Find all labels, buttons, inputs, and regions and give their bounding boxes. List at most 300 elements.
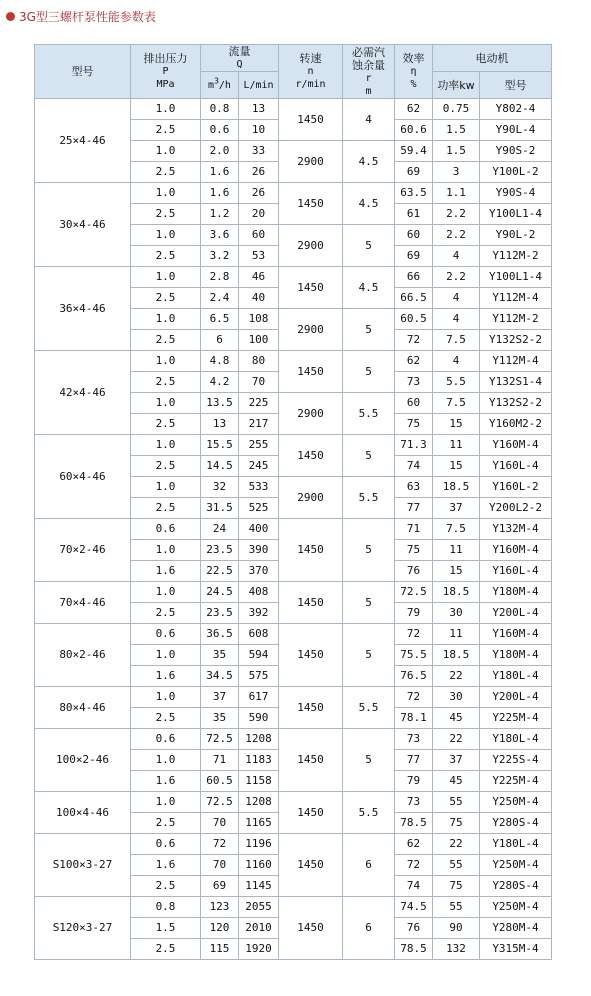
flow-m3h-cell: 72 — [201, 834, 239, 855]
flow-m3h-cell: 69 — [201, 876, 239, 897]
flow-lmin-cell: 60 — [239, 225, 279, 246]
motor-power-cell: 2.2 — [433, 267, 480, 288]
npsh-cell: 5.5 — [343, 687, 395, 729]
flow-lmin-cell: 1920 — [239, 939, 279, 960]
flow-lmin-cell: 100 — [239, 330, 279, 351]
motor-power-cell: 45 — [433, 708, 480, 729]
motor-model-cell: Y200L2-2 — [480, 498, 552, 519]
flow-lmin-cell: 608 — [239, 624, 279, 645]
pressure-cell: 1.0 — [131, 141, 201, 162]
flow-m3h-cell: 70 — [201, 855, 239, 876]
motor-power-cell: 2.2 — [433, 204, 480, 225]
model-cell: 30×4-46 — [35, 183, 131, 267]
motor-model-cell: Y160M2-2 — [480, 414, 552, 435]
table-row — [35, 582, 552, 603]
header-npsh: 必需汽蚀余量 r m — [343, 45, 395, 99]
flow-m3h-cell: 23.5 — [201, 540, 239, 561]
model-cell: 42×4-46 — [35, 351, 131, 435]
table-row — [35, 792, 552, 813]
table-row — [35, 351, 552, 372]
pressure-cell: 1.6 — [131, 561, 201, 582]
motor-power-cell: 18.5 — [433, 582, 480, 603]
motor-power-cell: 7.5 — [433, 519, 480, 540]
motor-model-cell: Y180M-4 — [480, 582, 552, 603]
efficiency-cell: 74 — [395, 876, 433, 897]
npsh-cell: 5 — [343, 624, 395, 687]
pressure-cell: 1.0 — [131, 225, 201, 246]
flow-lmin-cell: 1208 — [239, 729, 279, 750]
pressure-cell: 1.6 — [131, 855, 201, 876]
motor-power-cell: 75 — [433, 813, 480, 834]
efficiency-cell: 75.5 — [395, 645, 433, 666]
efficiency-cell: 72 — [395, 855, 433, 876]
flow-m3h-cell: 37 — [201, 687, 239, 708]
flow-m3h-cell: 3.2 — [201, 246, 239, 267]
efficiency-cell: 76 — [395, 561, 433, 582]
table-row — [35, 267, 552, 288]
table-body — [35, 99, 552, 960]
flow-lmin-cell: 2055 — [239, 897, 279, 918]
flow-lmin-cell: 13 — [239, 99, 279, 120]
motor-power-cell: 15 — [433, 456, 480, 477]
motor-model-cell: Y160M-4 — [480, 540, 552, 561]
motor-power-cell: 90 — [433, 918, 480, 939]
model-cell: 25×4-46 — [35, 99, 131, 183]
efficiency-cell: 72 — [395, 687, 433, 708]
flow-m3h-cell: 6.5 — [201, 309, 239, 330]
flow-m3h-cell: 123 — [201, 897, 239, 918]
motor-model-cell: Y180L-4 — [480, 729, 552, 750]
flow-lmin-cell: 1158 — [239, 771, 279, 792]
motor-model-cell: Y250M-4 — [480, 792, 552, 813]
motor-power-cell: 1.5 — [433, 120, 480, 141]
pressure-cell: 1.0 — [131, 792, 201, 813]
flow-lmin-cell: 575 — [239, 666, 279, 687]
npsh-cell: 5 — [343, 729, 395, 792]
motor-power-cell: 55 — [433, 792, 480, 813]
motor-model-cell: Y112M-2 — [480, 309, 552, 330]
flow-m3h-cell: 1.6 — [201, 162, 239, 183]
motor-model-cell: Y225M-4 — [480, 771, 552, 792]
flow-m3h-cell: 14.5 — [201, 456, 239, 477]
model-cell: 36×4-46 — [35, 267, 131, 351]
motor-model-cell: Y160M-4 — [480, 624, 552, 645]
flow-lmin-cell: 26 — [239, 162, 279, 183]
npsh-cell: 5 — [343, 309, 395, 351]
model-cell: 80×4-46 — [35, 687, 131, 729]
flow-m3h-cell: 72.5 — [201, 729, 239, 750]
motor-power-cell: 4 — [433, 351, 480, 372]
npsh-cell: 5 — [343, 582, 395, 624]
motor-power-cell: 18.5 — [433, 645, 480, 666]
motor-power-cell: 7.5 — [433, 393, 480, 414]
speed-cell: 1450 — [279, 792, 343, 834]
pressure-cell: 2.5 — [131, 204, 201, 225]
flow-m3h-cell: 24.5 — [201, 582, 239, 603]
pressure-cell: 1.0 — [131, 351, 201, 372]
efficiency-cell: 78.1 — [395, 708, 433, 729]
pressure-cell: 1.6 — [131, 666, 201, 687]
speed-cell: 1450 — [279, 99, 343, 141]
efficiency-cell: 60 — [395, 225, 433, 246]
npsh-cell: 4.5 — [343, 267, 395, 309]
motor-model-cell: Y280S-4 — [480, 876, 552, 897]
flow-m3h-cell: 0.6 — [201, 120, 239, 141]
flow-lmin-cell: 108 — [239, 309, 279, 330]
speed-cell: 1450 — [279, 435, 343, 477]
pressure-cell: 0.6 — [131, 834, 201, 855]
motor-power-cell: 37 — [433, 498, 480, 519]
flow-m3h-cell: 70 — [201, 813, 239, 834]
table-row — [35, 519, 552, 540]
efficiency-cell: 79 — [395, 771, 433, 792]
flow-m3h-cell: 71 — [201, 750, 239, 771]
speed-cell: 1450 — [279, 897, 343, 960]
motor-model-cell: Y90L-2 — [480, 225, 552, 246]
motor-power-cell: 4 — [433, 246, 480, 267]
motor-power-cell: 4 — [433, 309, 480, 330]
flow-m3h-cell: 1.2 — [201, 204, 239, 225]
page-title: 3G型三螺杆泵性能参数表 — [19, 9, 156, 24]
speed-cell: 2900 — [279, 225, 343, 267]
flow-lmin-cell: 1160 — [239, 855, 279, 876]
motor-model-cell: Y160M-4 — [480, 435, 552, 456]
efficiency-cell: 60.6 — [395, 120, 433, 141]
npsh-cell: 5.5 — [343, 393, 395, 435]
header-flow-lmin: L/min — [239, 72, 279, 99]
efficiency-cell: 78.5 — [395, 939, 433, 960]
efficiency-cell: 75 — [395, 540, 433, 561]
flow-lmin-cell: 1165 — [239, 813, 279, 834]
flow-lmin-cell: 70 — [239, 372, 279, 393]
motor-power-cell: 2.2 — [433, 225, 480, 246]
flow-lmin-cell: 245 — [239, 456, 279, 477]
model-cell: 80×2-46 — [35, 624, 131, 687]
motor-power-cell: 0.75 — [433, 99, 480, 120]
npsh-cell: 4.5 — [343, 141, 395, 183]
header-pressure: 排出压力 P MPa — [131, 45, 201, 99]
motor-power-cell: 132 — [433, 939, 480, 960]
flow-m3h-cell: 4.8 — [201, 351, 239, 372]
flow-m3h-cell: 24 — [201, 519, 239, 540]
header-model: 型号 — [35, 45, 131, 99]
motor-power-cell: 15 — [433, 561, 480, 582]
motor-model-cell: Y225S-4 — [480, 750, 552, 771]
flow-lmin-cell: 617 — [239, 687, 279, 708]
speed-cell: 1450 — [279, 834, 343, 897]
motor-power-cell: 4 — [433, 288, 480, 309]
pressure-cell: 2.5 — [131, 414, 201, 435]
flow-m3h-cell: 35 — [201, 708, 239, 729]
pressure-cell: 2.5 — [131, 288, 201, 309]
header-motor: 电动机 — [433, 45, 552, 72]
flow-lmin-cell: 1145 — [239, 876, 279, 897]
efficiency-cell: 74 — [395, 456, 433, 477]
flow-m3h-cell: 6 — [201, 330, 239, 351]
pressure-cell: 1.0 — [131, 645, 201, 666]
efficiency-cell: 62 — [395, 351, 433, 372]
npsh-cell: 5 — [343, 435, 395, 477]
flow-lmin-cell: 390 — [239, 540, 279, 561]
pressure-cell: 0.6 — [131, 519, 201, 540]
npsh-cell: 5 — [343, 351, 395, 393]
flow-m3h-cell: 3.6 — [201, 225, 239, 246]
table-row — [35, 99, 552, 120]
flow-m3h-cell: 120 — [201, 918, 239, 939]
pressure-cell: 2.5 — [131, 939, 201, 960]
efficiency-cell: 62 — [395, 834, 433, 855]
pressure-cell: 2.5 — [131, 876, 201, 897]
motor-model-cell: Y315M-4 — [480, 939, 552, 960]
flow-m3h-cell: 115 — [201, 939, 239, 960]
flow-m3h-cell: 2.8 — [201, 267, 239, 288]
motor-model-cell: Y802-4 — [480, 99, 552, 120]
title-row — [6, 6, 156, 26]
flow-m3h-cell: 72.5 — [201, 792, 239, 813]
motor-power-cell: 22 — [433, 666, 480, 687]
flow-lmin-cell: 46 — [239, 267, 279, 288]
flow-lmin-cell: 408 — [239, 582, 279, 603]
pressure-cell: 1.6 — [131, 771, 201, 792]
model-cell: S120×3-27 — [35, 897, 131, 960]
efficiency-cell: 76 — [395, 918, 433, 939]
motor-model-cell: Y132S2-2 — [480, 330, 552, 351]
table-row — [35, 183, 552, 204]
motor-power-cell: 11 — [433, 624, 480, 645]
motor-power-cell: 18.5 — [433, 477, 480, 498]
flow-lmin-cell: 525 — [239, 498, 279, 519]
speed-cell: 1450 — [279, 351, 343, 393]
flow-lmin-cell: 590 — [239, 708, 279, 729]
flow-m3h-cell: 31.5 — [201, 498, 239, 519]
flow-m3h-cell: 32 — [201, 477, 239, 498]
speed-cell: 1450 — [279, 183, 343, 225]
flow-lmin-cell: 2010 — [239, 918, 279, 939]
npsh-cell: 6 — [343, 897, 395, 960]
efficiency-cell: 72 — [395, 330, 433, 351]
pressure-cell: 2.5 — [131, 603, 201, 624]
motor-model-cell: Y100L-2 — [480, 162, 552, 183]
pressure-cell: 1.0 — [131, 435, 201, 456]
pressure-cell: 1.0 — [131, 99, 201, 120]
pressure-cell: 1.0 — [131, 582, 201, 603]
npsh-cell: 5.5 — [343, 477, 395, 519]
motor-power-cell: 3 — [433, 162, 480, 183]
pump-spec-table — [34, 44, 552, 960]
flow-m3h-cell: 4.2 — [201, 372, 239, 393]
efficiency-cell: 77 — [395, 750, 433, 771]
speed-cell: 1450 — [279, 729, 343, 792]
flow-lmin-cell: 53 — [239, 246, 279, 267]
table-row — [35, 834, 552, 855]
motor-model-cell: Y132S1-4 — [480, 372, 552, 393]
pressure-cell: 2.5 — [131, 246, 201, 267]
flow-lmin-cell: 33 — [239, 141, 279, 162]
flow-lmin-cell: 400 — [239, 519, 279, 540]
speed-cell: 1450 — [279, 624, 343, 687]
pressure-cell: 1.5 — [131, 918, 201, 939]
motor-model-cell: Y90S-4 — [480, 183, 552, 204]
pressure-cell: 1.0 — [131, 393, 201, 414]
flow-lmin-cell: 40 — [239, 288, 279, 309]
header-motor-power: 功率kw — [433, 72, 480, 99]
motor-power-cell: 15 — [433, 414, 480, 435]
motor-model-cell: Y90S-2 — [480, 141, 552, 162]
speed-cell: 1450 — [279, 582, 343, 624]
flow-m3h-cell: 15.5 — [201, 435, 239, 456]
flow-lmin-cell: 20 — [239, 204, 279, 225]
efficiency-cell: 60.5 — [395, 309, 433, 330]
motor-model-cell: Y112M-4 — [480, 351, 552, 372]
motor-model-cell: Y250M-4 — [480, 897, 552, 918]
motor-model-cell: Y280S-4 — [480, 813, 552, 834]
efficiency-cell: 76.5 — [395, 666, 433, 687]
flow-m3h-cell: 2.4 — [201, 288, 239, 309]
motor-power-cell: 55 — [433, 897, 480, 918]
pressure-cell: 2.5 — [131, 372, 201, 393]
efficiency-cell: 63 — [395, 477, 433, 498]
npsh-cell: 4.5 — [343, 183, 395, 225]
model-cell: S100×3-27 — [35, 834, 131, 897]
efficiency-cell: 78.5 — [395, 813, 433, 834]
model-cell: 70×4-46 — [35, 582, 131, 624]
motor-power-cell: 5.5 — [433, 372, 480, 393]
flow-lmin-cell: 392 — [239, 603, 279, 624]
pressure-cell: 2.5 — [131, 330, 201, 351]
efficiency-cell: 66 — [395, 267, 433, 288]
motor-power-cell: 1.5 — [433, 141, 480, 162]
pressure-cell: 1.0 — [131, 267, 201, 288]
table-row — [35, 624, 552, 645]
pressure-cell: 2.5 — [131, 498, 201, 519]
motor-model-cell: Y160L-4 — [480, 456, 552, 477]
flow-m3h-cell: 13 — [201, 414, 239, 435]
motor-power-cell: 7.5 — [433, 330, 480, 351]
motor-model-cell: Y90L-4 — [480, 120, 552, 141]
motor-model-cell: Y100L1-4 — [480, 267, 552, 288]
motor-model-cell: Y280M-4 — [480, 918, 552, 939]
flow-lmin-cell: 255 — [239, 435, 279, 456]
flow-lmin-cell: 533 — [239, 477, 279, 498]
flow-m3h-cell: 60.5 — [201, 771, 239, 792]
efficiency-cell: 72 — [395, 624, 433, 645]
speed-cell: 2900 — [279, 477, 343, 519]
motor-model-cell: Y180M-4 — [480, 645, 552, 666]
efficiency-cell: 73 — [395, 372, 433, 393]
motor-model-cell: Y112M-4 — [480, 288, 552, 309]
speed-cell: 1450 — [279, 519, 343, 582]
pressure-cell: 2.5 — [131, 456, 201, 477]
efficiency-cell: 71 — [395, 519, 433, 540]
speed-cell: 1450 — [279, 267, 343, 309]
efficiency-cell: 79 — [395, 603, 433, 624]
flow-m3h-cell: 22.5 — [201, 561, 239, 582]
flow-lmin-cell: 80 — [239, 351, 279, 372]
pressure-cell: 1.0 — [131, 309, 201, 330]
motor-model-cell: Y200L-4 — [480, 687, 552, 708]
efficiency-cell: 60 — [395, 393, 433, 414]
flow-lmin-cell: 1208 — [239, 792, 279, 813]
motor-power-cell: 55 — [433, 855, 480, 876]
pressure-cell: 2.5 — [131, 708, 201, 729]
npsh-cell: 4 — [343, 99, 395, 141]
pressure-cell: 1.0 — [131, 687, 201, 708]
npsh-cell: 5 — [343, 519, 395, 582]
model-cell: 70×2-46 — [35, 519, 131, 582]
bullet-icon — [6, 12, 15, 21]
efficiency-cell: 61 — [395, 204, 433, 225]
flow-m3h-cell: 2.0 — [201, 141, 239, 162]
table-row — [35, 729, 552, 750]
pressure-cell: 2.5 — [131, 120, 201, 141]
flow-lmin-cell: 594 — [239, 645, 279, 666]
speed-cell: 2900 — [279, 393, 343, 435]
pressure-cell: 2.5 — [131, 813, 201, 834]
flow-lmin-cell: 217 — [239, 414, 279, 435]
motor-model-cell: Y132S2-2 — [480, 393, 552, 414]
pressure-cell: 0.6 — [131, 624, 201, 645]
header-motor-model: 型号 — [480, 72, 552, 99]
flow-lmin-cell: 370 — [239, 561, 279, 582]
table-row — [35, 435, 552, 456]
flow-m3h-cell: 23.5 — [201, 603, 239, 624]
efficiency-cell: 73 — [395, 729, 433, 750]
motor-power-cell: 11 — [433, 540, 480, 561]
model-cell: 100×2-46 — [35, 729, 131, 792]
motor-model-cell: Y112M-2 — [480, 246, 552, 267]
efficiency-cell: 74.5 — [395, 897, 433, 918]
flow-m3h-cell: 34.5 — [201, 666, 239, 687]
flow-lmin-cell: 1183 — [239, 750, 279, 771]
motor-model-cell: Y225M-4 — [480, 708, 552, 729]
motor-power-cell: 22 — [433, 729, 480, 750]
motor-power-cell: 45 — [433, 771, 480, 792]
motor-power-cell: 30 — [433, 603, 480, 624]
efficiency-cell: 72.5 — [395, 582, 433, 603]
flow-m3h-cell: 35 — [201, 645, 239, 666]
efficiency-cell: 66.5 — [395, 288, 433, 309]
speed-cell: 1450 — [279, 687, 343, 729]
efficiency-cell: 75 — [395, 414, 433, 435]
table-row — [35, 897, 552, 918]
flow-lmin-cell: 26 — [239, 183, 279, 204]
model-cell: 60×4-46 — [35, 435, 131, 519]
model-cell: 100×4-46 — [35, 792, 131, 834]
efficiency-cell: 63.5 — [395, 183, 433, 204]
motor-power-cell: 30 — [433, 687, 480, 708]
efficiency-cell: 71.3 — [395, 435, 433, 456]
efficiency-cell: 59.4 — [395, 141, 433, 162]
pressure-cell: 1.0 — [131, 183, 201, 204]
motor-model-cell: Y132M-4 — [480, 519, 552, 540]
npsh-cell: 5 — [343, 225, 395, 267]
pressure-cell: 0.8 — [131, 897, 201, 918]
motor-model-cell: Y180L-4 — [480, 666, 552, 687]
flow-m3h-cell: 36.5 — [201, 624, 239, 645]
table-row — [35, 687, 552, 708]
header-flow: 流量 Q — [201, 45, 279, 72]
motor-model-cell: Y160L-2 — [480, 477, 552, 498]
header-speed: 转速 n r/min — [279, 45, 343, 99]
motor-model-cell: Y180L-4 — [480, 834, 552, 855]
efficiency-cell: 73 — [395, 792, 433, 813]
npsh-cell: 5.5 — [343, 792, 395, 834]
motor-model-cell: Y160L-4 — [480, 561, 552, 582]
efficiency-cell: 77 — [395, 498, 433, 519]
flow-m3h-cell: 13.5 — [201, 393, 239, 414]
pressure-cell: 1.0 — [131, 477, 201, 498]
flow-m3h-cell: 1.6 — [201, 183, 239, 204]
